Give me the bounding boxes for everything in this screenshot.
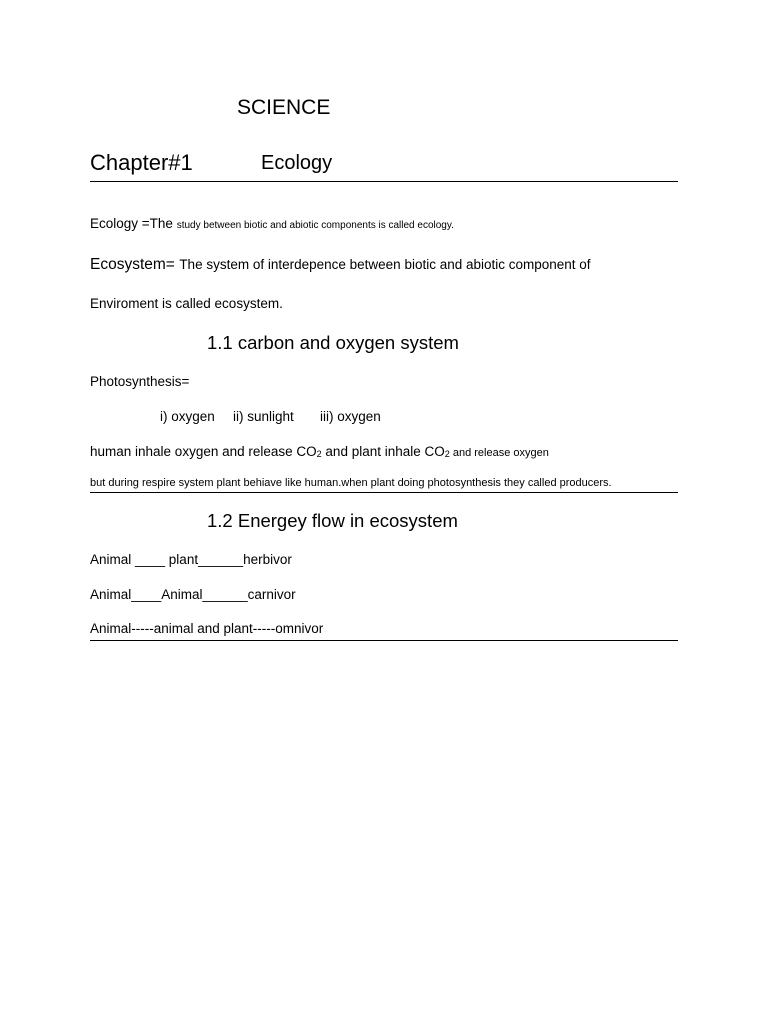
chapter-underline	[90, 181, 678, 182]
respiration-note: but during respire system plant behiave like human.when plant doing photosynthesis they called producers.	[90, 477, 612, 489]
exchange-text: and release oxygen	[449, 447, 549, 459]
photosynthesis-item: iii) oxygen	[320, 409, 381, 424]
exchange-text: and plant inhale CO	[321, 444, 445, 459]
ecosystem-term: Ecosystem=	[90, 256, 175, 273]
ecosystem-continuation: Enviroment is called ecosystem.	[90, 296, 283, 311]
section-heading-energy-flow: 1.2 Energey flow in ecosystem	[207, 510, 458, 531]
food-relation-line: Animal____Animal______carnivor	[90, 587, 296, 602]
ecology-term: Ecology =The	[90, 216, 173, 231]
section-end-rule	[90, 640, 678, 641]
food-relation-line: Animal-----animal and plant-----omnivor	[90, 621, 324, 636]
gas-exchange-line	[90, 444, 549, 459]
photosynthesis-label: Photosynthesis=	[90, 374, 190, 389]
ecosystem-definition	[90, 256, 591, 274]
food-relation-line: Animal ____ plant______herbivor	[90, 552, 292, 567]
ecology-definition	[90, 216, 454, 231]
ecosystem-text: The system of interdepence between biotic and abiotic component of	[179, 257, 591, 272]
photosynthesis-item: ii) sunlight	[233, 409, 294, 424]
ecology-text: study between biotic and abiotic components is called ecology.	[176, 220, 454, 231]
document-title: SCIENCE	[237, 96, 331, 119]
exchange-text: human inhale oxygen and release CO	[90, 444, 317, 459]
subscript: 2	[444, 449, 450, 459]
chapter-label: Chapter#1	[90, 150, 193, 175]
photosynthesis-item: i) oxygen	[160, 409, 215, 424]
section-heading-carbon-oxygen: 1.1 carbon and oxygen system	[207, 332, 459, 353]
chapter-topic: Ecology	[261, 152, 333, 174]
subscript: 2	[316, 449, 322, 459]
section-divider	[90, 492, 678, 493]
